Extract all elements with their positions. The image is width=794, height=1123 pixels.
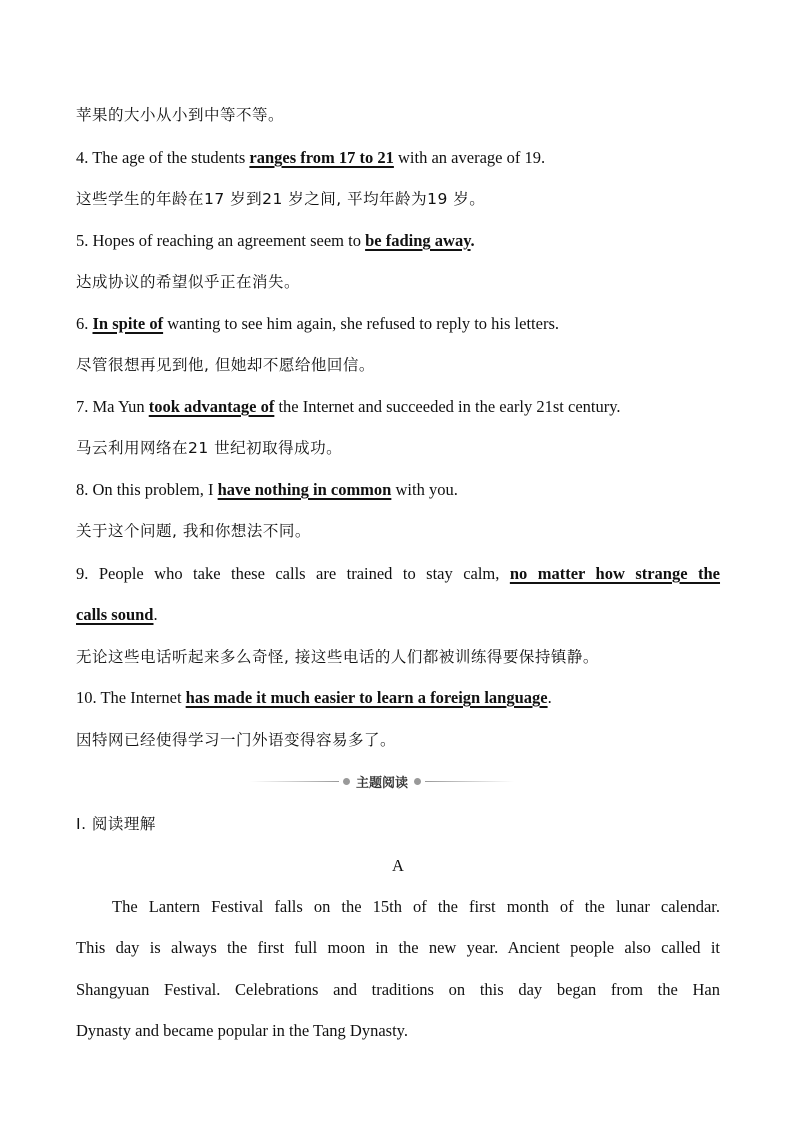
answer-phrase: ranges from 17 to 21: [249, 148, 394, 167]
item-text: 10. The Internet: [76, 688, 186, 707]
passage-line: This day is always the first full moon in the new year. Ancient people also called it: [76, 938, 720, 957]
item-text: with an average of 19.: [393, 148, 546, 167]
passage-line: Shangyuan Festival. Celebrations and traditions on this day began from the Han: [76, 980, 720, 999]
answer-phrase: has made it much easier to learn a foreign language: [185, 688, 548, 707]
chinese-translation-8: 关于这个问题, 我和你想法不同。: [76, 522, 311, 540]
exercise-item-10: [76, 686, 720, 710]
divider-rule-right: [425, 781, 514, 782]
chinese-translation-4: 这些学生的年龄在17 岁到21 岁之间, 平均年龄为19 岁。: [76, 190, 486, 208]
answer-phrase: took advantage of: [148, 397, 275, 416]
passage-line: Dynasty and became popular in the Tang Dynasty.: [76, 1021, 408, 1040]
passage-line: The Lantern Festival falls on the 15th of the first month of the lunar calendar.: [112, 897, 720, 916]
answer-phrase: no matter how strange the: [509, 564, 721, 583]
passage-label: A: [392, 856, 404, 875]
item-text: 9. People who take these calls are trained to stay calm,: [76, 564, 510, 583]
exercise-item-7: [76, 395, 720, 419]
chinese-translation-5: 达成协议的希望似乎正在消失。: [76, 273, 301, 291]
answer-phrase: have nothing in common: [217, 480, 392, 499]
part-heading: Ⅰ. 阅读理解: [76, 815, 156, 833]
divider-rule-left: [250, 781, 339, 782]
answer-phrase: be fading away: [365, 231, 471, 250]
exercise-item-5: [76, 229, 720, 253]
item-text: .: [153, 605, 158, 624]
exercise-item-4: [76, 146, 720, 170]
item-text: 4. The age of the students: [76, 148, 250, 167]
divider-dot-right: [414, 778, 421, 785]
item-text: .: [547, 688, 552, 707]
exercise-item-9-cont: [76, 603, 720, 627]
item-text: 7. Ma Yun: [76, 397, 149, 416]
chinese-translation-9: 无论这些电话听起来多么奇怪, 接这些电话的人们都被训练得要保持镇静。: [76, 648, 599, 666]
answer-phrase-cont: calls sound: [76, 605, 154, 624]
exercise-item-6: [76, 312, 720, 336]
exercise-item-9: [76, 562, 720, 586]
item-text: 8. On this problem, I: [76, 480, 218, 499]
divider-dot-left: [343, 778, 350, 785]
item-text: with you.: [391, 480, 458, 499]
item-text: 5. Hopes of reaching an agreement seem to: [76, 231, 366, 250]
chinese-translation-prev: 苹果的大小从小到中等不等。: [76, 106, 285, 124]
section-divider: [250, 771, 514, 791]
item-text: .: [470, 231, 475, 250]
section-title: 主题阅读: [356, 775, 409, 791]
exercise-item-8: [76, 478, 720, 502]
item-text: the Internet and succeeded in the early 21st century.: [274, 397, 621, 416]
chinese-translation-6: 尽管很想再见到他, 但她却不愿给他回信。: [76, 356, 375, 374]
chinese-translation-7: 马云利用网络在21 世纪初取得成功。: [76, 439, 343, 457]
chinese-translation-10: 因特网已经使得学习一门外语变得容易多了。: [76, 731, 397, 749]
item-text: 6.: [76, 314, 93, 333]
answer-phrase: In spite of: [92, 314, 164, 333]
item-text: wanting to see him again, she refused to reply to his letters.: [163, 314, 559, 333]
